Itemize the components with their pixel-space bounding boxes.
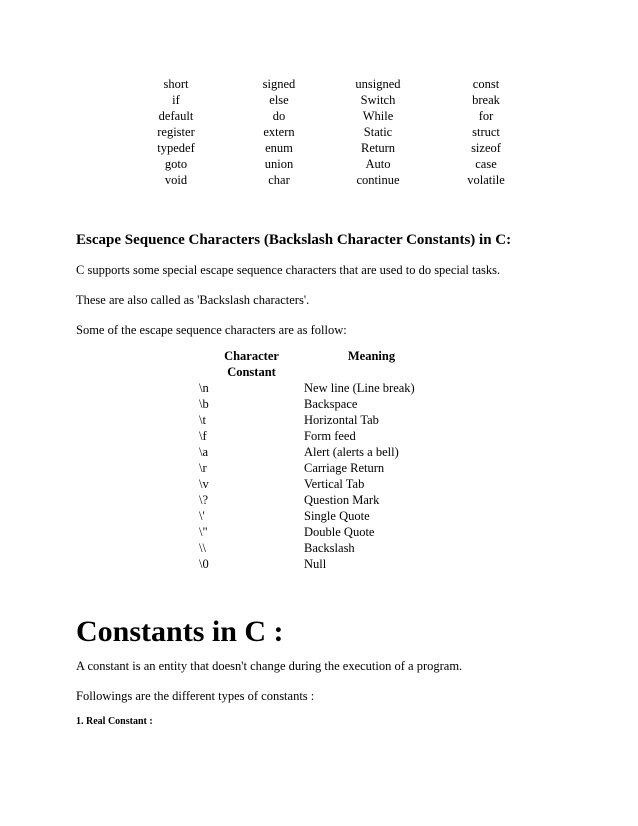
escape-char-cell: \" <box>199 525 208 539</box>
header-line: Constant <box>227 365 276 379</box>
escape-char-cell: \t <box>199 413 206 427</box>
keywords-table <box>117 76 539 188</box>
keyword-cell: const <box>472 77 500 91</box>
table-row <box>117 140 539 156</box>
keyword-cell: if <box>172 93 180 107</box>
constant-definition-paragraph: A constant is an entity that doesn't change during the execution of a program. <box>76 659 463 673</box>
escape-meaning-cell: Backslash <box>304 541 355 555</box>
escape-meaning-cell: Horizontal Tab <box>304 413 379 427</box>
table-row <box>199 540 439 556</box>
escape-list-intro-paragraph: Some of the escape sequence characters are as follow: <box>76 323 347 337</box>
constant-types-intro-paragraph: Followings are the different types of constants : <box>76 689 315 703</box>
escape-char-cell: \r <box>199 461 207 475</box>
table-row <box>199 428 439 444</box>
escape-char-cell: \b <box>199 397 209 411</box>
keyword-cell: else <box>269 93 289 107</box>
real-constant-subheading: 1. Real Constant : <box>76 716 153 727</box>
column-header-character-constant <box>199 348 304 380</box>
keyword-cell: typedef <box>157 141 195 155</box>
escape-sequence-heading: Escape Sequence Characters (Backslash Character Constants) in C: <box>76 232 512 248</box>
keyword-cell: short <box>163 77 189 91</box>
keyword-cell: void <box>164 173 188 187</box>
table-row <box>117 124 539 140</box>
header-line: Character <box>224 349 279 363</box>
escape-meaning-cell: Form feed <box>304 429 356 443</box>
escape-meaning-cell: New line (Line break) <box>304 381 415 395</box>
table-row <box>117 108 539 124</box>
keyword-cell: Switch <box>360 93 396 107</box>
table-row <box>199 508 439 524</box>
escape-char-cell: \a <box>199 445 209 459</box>
escape-char-cell: \v <box>199 477 209 491</box>
table-row <box>199 380 439 396</box>
table-row <box>199 476 439 492</box>
table-row <box>199 524 439 540</box>
escape-meaning-cell: Backspace <box>304 397 358 411</box>
keyword-cell: Return <box>360 141 396 155</box>
table-row <box>117 156 539 172</box>
escape-intro-paragraph: C supports some special escape sequence characters that are used to do special tasks. <box>76 263 501 277</box>
keyword-cell: enum <box>265 141 293 155</box>
keyword-cell: default <box>158 109 194 123</box>
table-row <box>199 556 439 572</box>
escape-meaning-cell: Double Quote <box>304 525 375 539</box>
table-row <box>199 492 439 508</box>
keyword-cell: Static <box>363 125 393 139</box>
table-row <box>199 412 439 428</box>
keyword-cell: goto <box>164 157 188 171</box>
column-header-meaning: Meaning <box>347 349 396 363</box>
table-row <box>117 76 539 92</box>
keyword-cell: volatile <box>467 173 505 187</box>
escape-sequence-table <box>199 348 439 572</box>
escape-char-cell: \\ <box>199 541 206 555</box>
keyword-cell: register <box>157 125 195 139</box>
table-row <box>199 396 439 412</box>
escape-char-cell: \0 <box>199 557 209 571</box>
escape-char-cell: \? <box>199 493 209 507</box>
keyword-cell: char <box>268 173 290 187</box>
keyword-cell: union <box>264 157 294 171</box>
escape-meaning-cell: Null <box>304 557 327 571</box>
keyword-cell: signed <box>262 77 296 91</box>
escape-char-cell: \f <box>199 429 207 443</box>
keyword-cell: for <box>478 109 494 123</box>
escape-char-cell: \n <box>199 381 209 395</box>
keyword-cell: struct <box>472 125 500 139</box>
keyword-cell: case <box>475 157 497 171</box>
keyword-cell: unsigned <box>355 77 401 91</box>
escape-alias-paragraph: These are also called as 'Backslash characters'. <box>76 293 310 307</box>
constants-heading: Constants in C : <box>76 615 284 648</box>
escape-meaning-cell: Question Mark <box>304 493 380 507</box>
keyword-cell: Auto <box>365 157 391 171</box>
keyword-cell: sizeof <box>471 141 501 155</box>
escape-meaning-cell: Carriage Return <box>304 461 385 475</box>
escape-meaning-cell: Alert (alerts a bell) <box>304 445 399 459</box>
keyword-cell: do <box>272 109 286 123</box>
table-row <box>199 444 439 460</box>
keyword-cell: extern <box>263 125 295 139</box>
keyword-cell: continue <box>356 173 400 187</box>
escape-meaning-cell: Vertical Tab <box>304 477 365 491</box>
table-row <box>117 92 539 108</box>
escape-meaning-cell: Single Quote <box>304 509 370 523</box>
keyword-cell: break <box>472 93 500 107</box>
table-row <box>117 172 539 188</box>
table-row <box>199 460 439 476</box>
escape-char-cell: \' <box>199 509 205 523</box>
keyword-cell: While <box>362 109 394 123</box>
table-header-row <box>199 348 439 380</box>
